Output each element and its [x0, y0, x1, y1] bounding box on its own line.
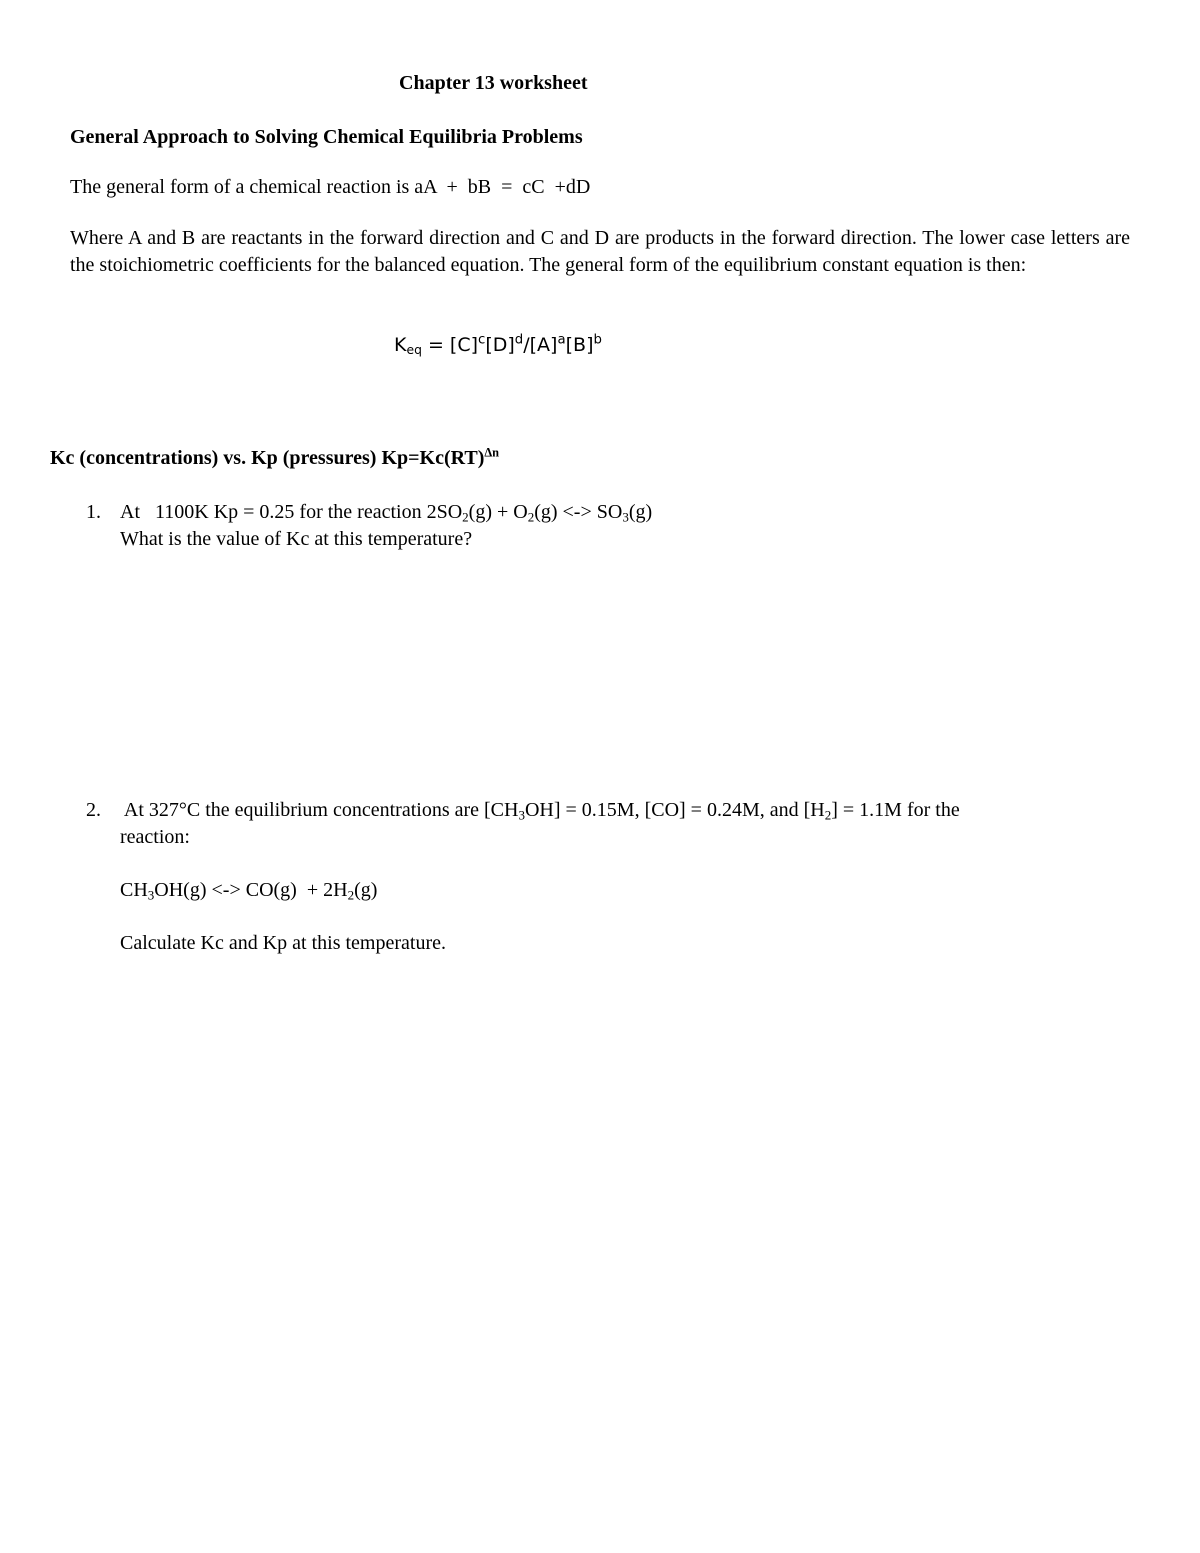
keq-a-bracket: /[A]	[523, 334, 558, 356]
q2-text-a: At 327°C the equilibrium concentrations are [CH	[120, 799, 519, 821]
keq-exp-d: d	[514, 332, 524, 348]
q1-text-b: (g) + O	[468, 501, 528, 523]
q2-text-c: ] = 1.1M for the	[831, 799, 960, 821]
question-2-number: 2.	[86, 799, 101, 821]
q2-sub-1: 3	[518, 807, 525, 823]
keq-exp-a: a	[557, 332, 566, 348]
keq-b-bracket: [B]	[565, 334, 594, 356]
q2-rxn-a: CH	[120, 879, 148, 901]
page-title: Chapter 13 worksheet	[399, 72, 588, 94]
keq-equation	[394, 334, 602, 357]
keq-d-bracket: [D]	[485, 334, 515, 356]
question-2-line-2: reaction:	[120, 826, 190, 848]
question-1-line-2: What is the value of Kc at this temperature?	[120, 528, 473, 550]
question-2-line-1	[120, 799, 960, 823]
keq-c-bracket: = [C]	[421, 334, 478, 356]
q2-rxn-c: (g)	[354, 879, 378, 901]
q1-text-c: (g) <-> SO	[534, 501, 623, 523]
general-form-line	[70, 176, 590, 199]
keq-exp-b: b	[593, 332, 602, 348]
keq-k: K	[394, 334, 407, 356]
q1-sub-1: 2	[462, 509, 469, 525]
question-1-number: 1.	[86, 501, 101, 523]
q2-rxn-sub-2: 2	[347, 887, 355, 903]
question-2-reaction	[120, 879, 377, 903]
section-heading-general-approach: General Approach to Solving Chemical Equilibria Problems	[70, 126, 583, 148]
keq-sub-eq: eq	[406, 343, 422, 358]
q1-sub-2: 2	[527, 509, 535, 525]
q1-sub-3: 3	[622, 509, 629, 525]
question-1-line-1	[120, 501, 652, 525]
question-2-instruction: Calculate Kc and Kp at this temperature.	[120, 932, 446, 954]
kc-kp-heading-text: Kc (concentrations) vs. Kp (pressures) Kp=Kc(RT)	[50, 447, 485, 469]
general-form-lead: The general form of a chemical reaction is	[70, 176, 410, 198]
q2-sub-2: 2	[824, 807, 832, 823]
q2-rxn-sub-1: 3	[147, 887, 155, 903]
general-form-reaction: aA + bB = cC +dD	[414, 176, 591, 198]
explanation-paragraph: Where A and B are reactants in the forward direction and C and D are products in the forward direction. The lower case letters are the stoichiometric coefficients for the balanced equation. The general form of the equilibrium constant equation is then:	[70, 227, 1130, 276]
section-heading-kc-vs-kp	[50, 447, 499, 470]
q1-text-d: (g)	[628, 501, 653, 523]
q2-text-b: OH] = 0.15M, [CO] = 0.24M, and [H	[524, 799, 825, 821]
keq-exp-c: c	[478, 332, 486, 348]
q2-rxn-b: OH(g) <-> CO(g) + 2H	[154, 879, 348, 901]
q1-text-a: At 1100K Kp = 0.25 for the reaction 2SO	[120, 501, 463, 523]
delta-n-superscript: Δn	[484, 445, 500, 460]
